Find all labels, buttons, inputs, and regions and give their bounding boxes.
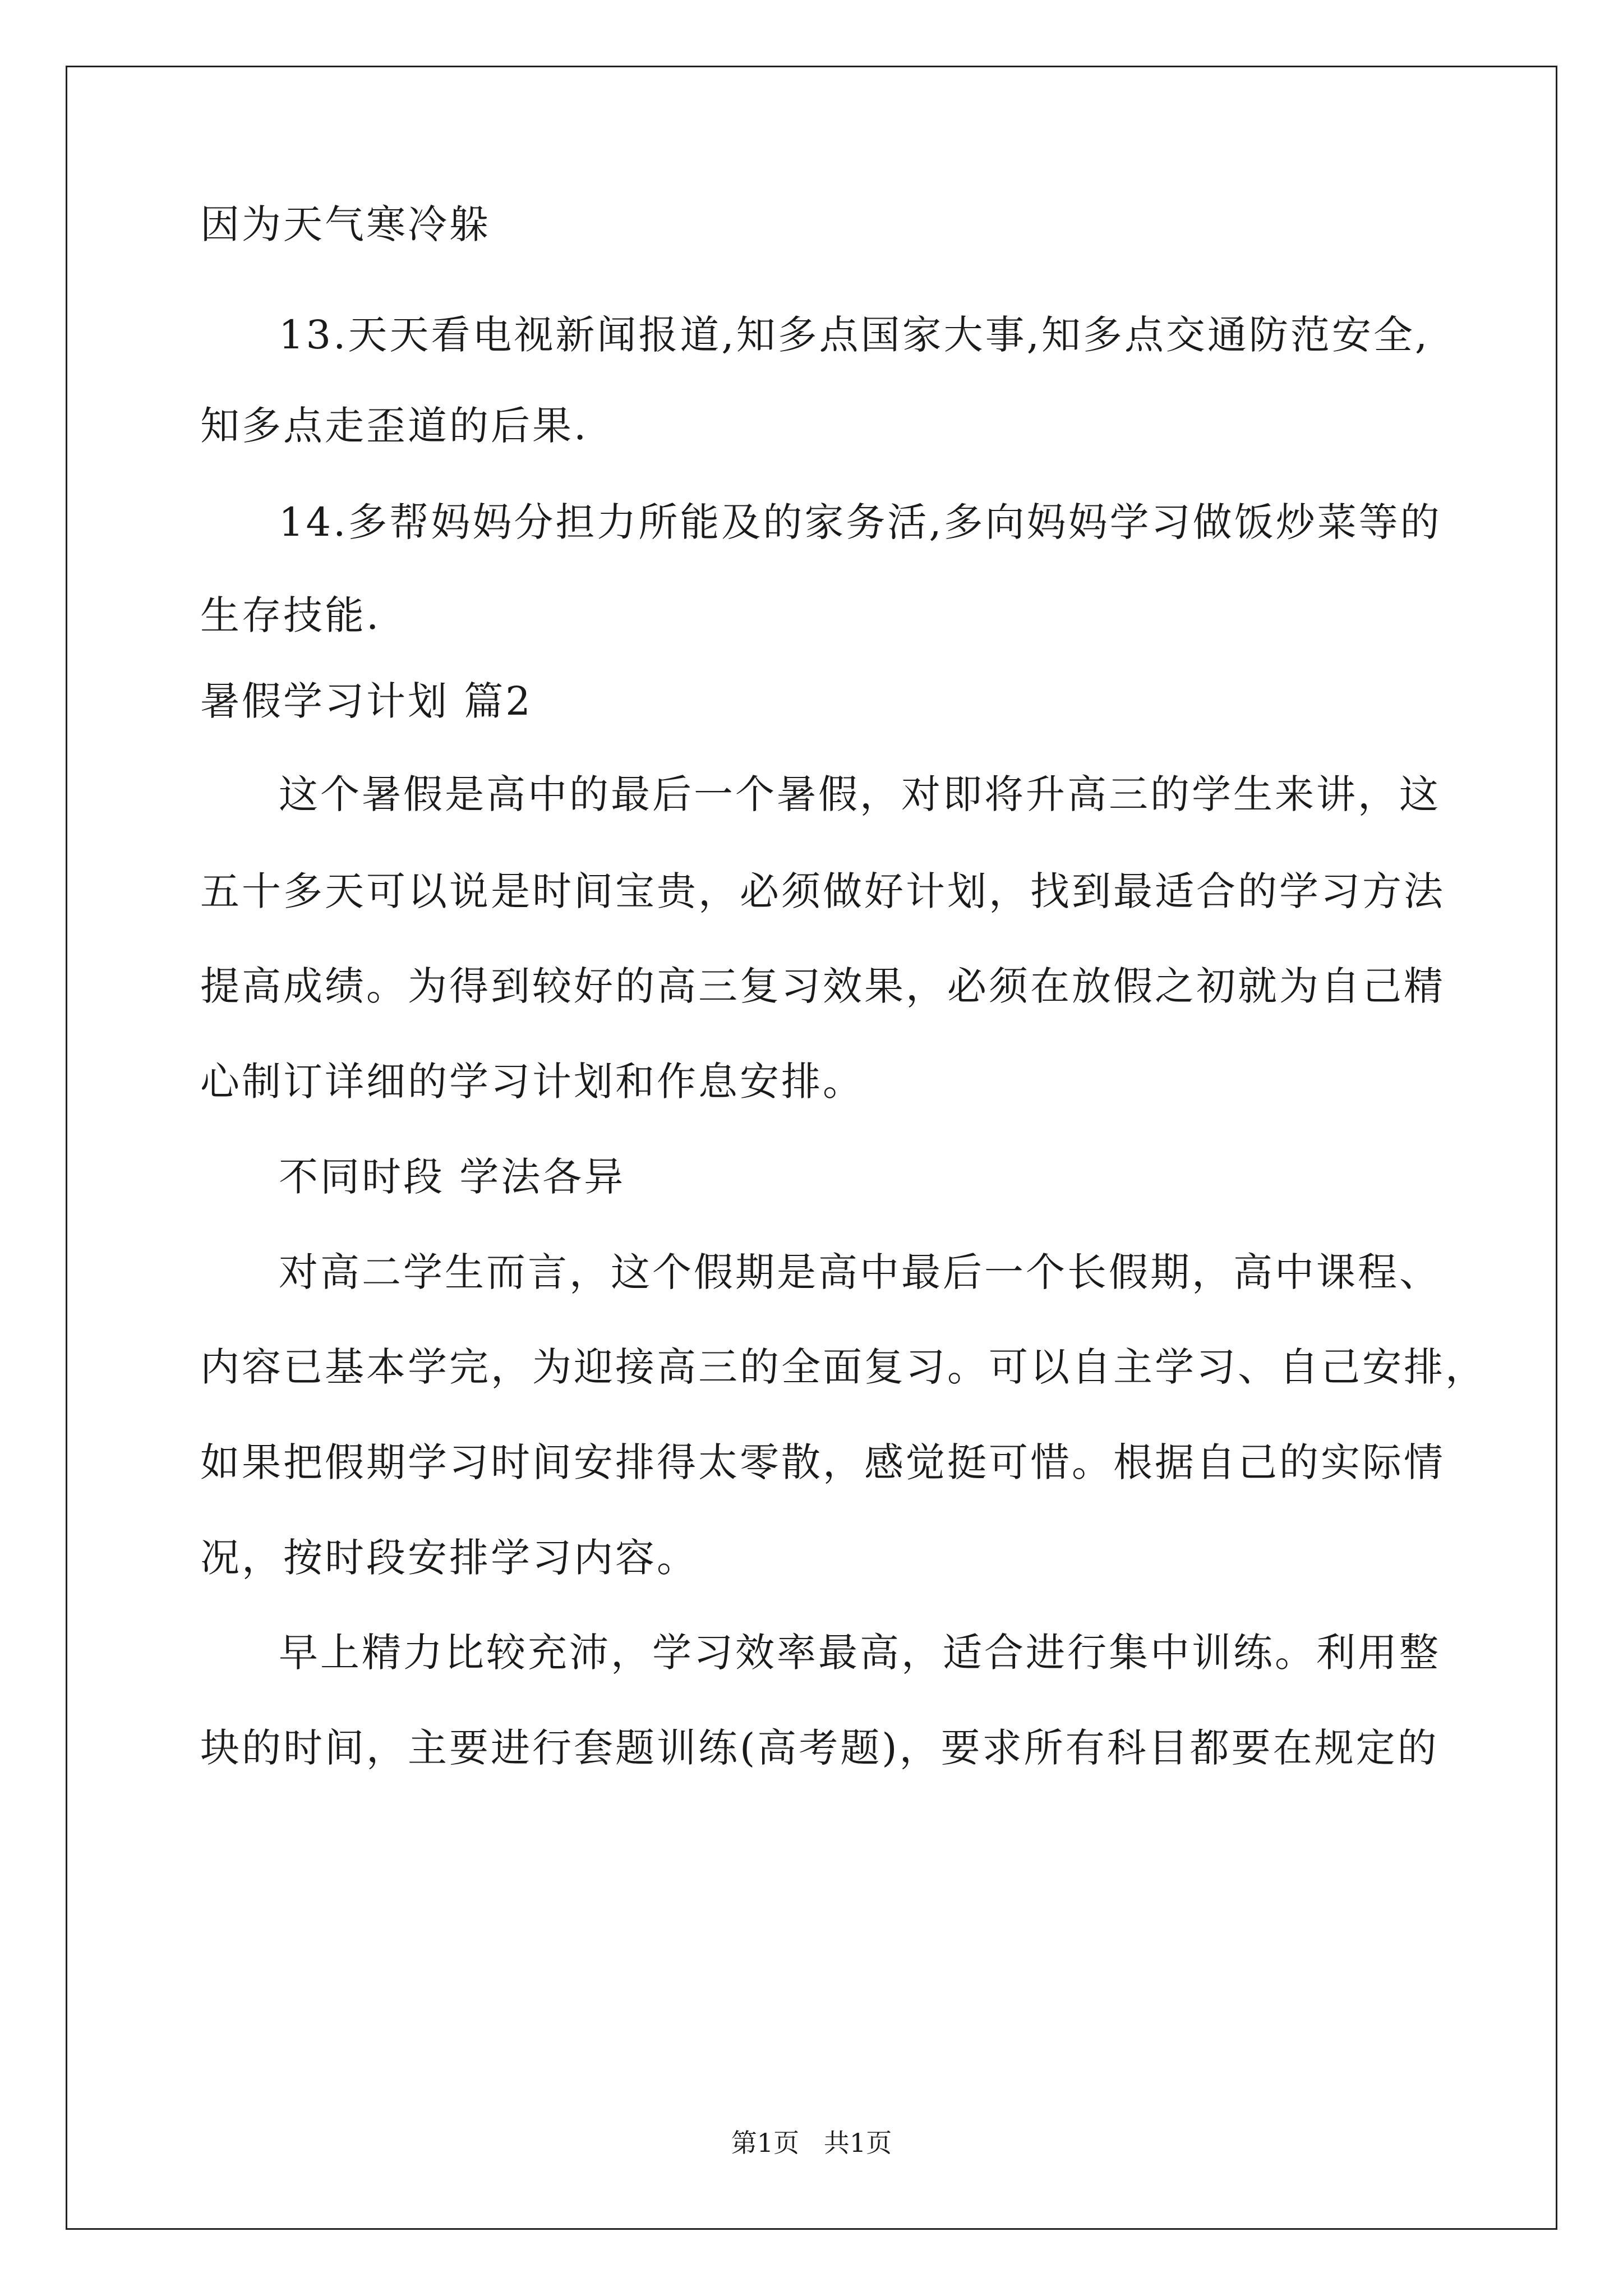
text-line: 五十多天可以说是时间宝贵，必须做好计划，找到最适合的学习方法 (200, 868, 1445, 914)
text-line: 内容已基本学完，为迎接高三的全面复习。可以自主学习、自己安排， (200, 1344, 1487, 1390)
text-line: 13.天天看电视新闻报道,知多点国家大事,知多点交通防范安全, (279, 312, 1430, 358)
text-line: 14.多帮妈妈分担力所能及的家务活,多向妈妈学习做饭炒菜等的 (279, 499, 1442, 545)
subheading: 不同时段 学法各异 (279, 1154, 626, 1200)
page-border (66, 66, 1557, 2230)
text-line: 对高二学生而言，这个假期是高中最后一个长假期，高中课程、 (279, 1249, 1441, 1295)
text-line: 因为天气寒冷躲 (200, 201, 491, 247)
text-line: 这个暑假是高中的最后一个暑假，对即将升高三的学生来讲，这 (279, 771, 1441, 817)
text-line: 心制订详细的学习计划和作息安排。 (200, 1059, 864, 1105)
text-line: 提高成绩。为得到较好的高三复习效果，必须在放假之初就为自己精 (200, 963, 1445, 1009)
text-line: 知多点走歪道的后果. (200, 403, 589, 449)
text-line: 如果把假期学习时间安排得太零散，感觉挺可惜。根据自己的实际情 (200, 1439, 1445, 1485)
text-line: 早上精力比较充沛，学习效率最高，适合进行集中训练。利用整 (279, 1630, 1441, 1676)
text-line: 况，按时段安排学习内容。 (200, 1535, 698, 1581)
page-number-footer: 第1页 共1页 (731, 2128, 892, 2158)
text-line: 块的时间，主要进行套题训练(高考题)，要求所有科目都要在规定的 (200, 1725, 1439, 1771)
section-heading: 暑假学习计划 篇2 (200, 678, 533, 724)
text-line: 生存技能. (200, 592, 381, 638)
